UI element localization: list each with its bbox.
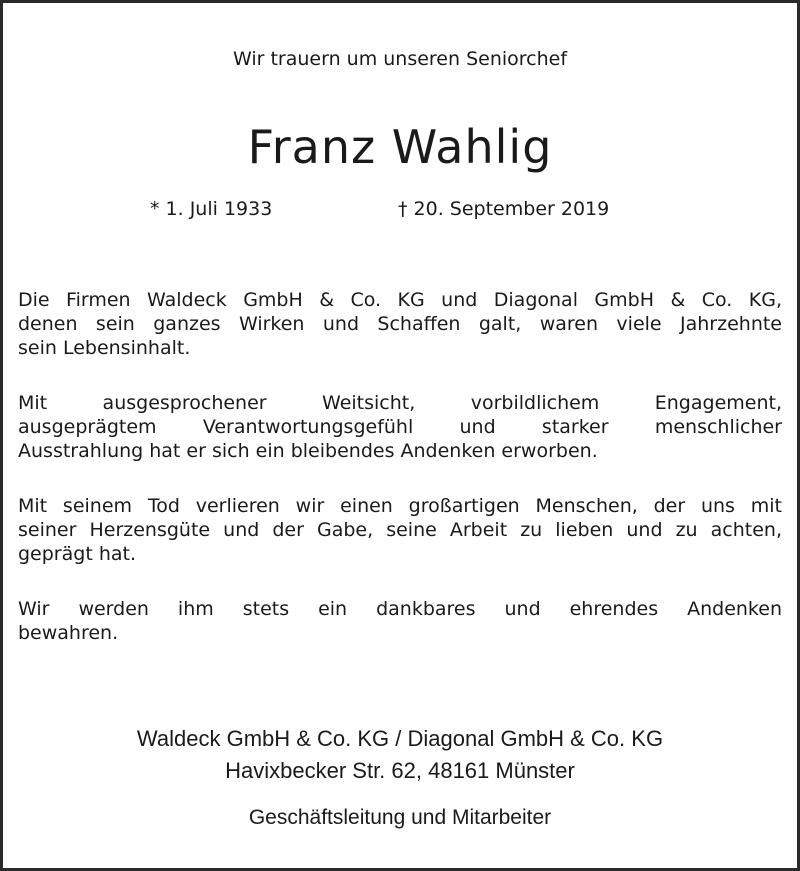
paragraph-3 — [18, 494, 782, 566]
text-line: ausgeprägtem Verantwortungsgefühl und starker menschlicher — [18, 416, 782, 438]
footer-address: Havixbecker Str. 62, 48161 Münster — [225, 758, 575, 783]
text-line: denen sein ganzes Wirken und Schaffen galt, waren viele Jahrzehnte — [18, 313, 782, 335]
footer-signature: Geschäftsleitung und Mitarbeiter — [248, 806, 552, 829]
text-line: sein Lebensinhalt. — [18, 337, 191, 359]
paragraph-4 — [18, 597, 782, 645]
text-line: Mit ausgesprochener Weitsicht, vorbildlichem Engagement, — [18, 392, 782, 414]
text-line: Die Firmen Waldeck GmbH & Co. KG und Diagonal GmbH & Co. KG, — [18, 289, 782, 311]
birth-date: * 1. Juli 1933 — [150, 198, 273, 220]
text-line: Wir werden ihm stets ein dankbares und ehrendes Andenken — [18, 598, 782, 620]
intro-line: Wir trauern um unseren Seniorchef — [232, 48, 568, 70]
text-line: geprägt hat. — [18, 543, 136, 565]
text-line: Ausstrahlung hat er sich ein bleibendes Andenken erworben. — [18, 440, 598, 462]
text-line: Mit seinem Tod verlieren wir einen großartigen Menschen, der uns mit — [18, 495, 782, 517]
deceased-name: Franz Wahlig — [247, 120, 553, 174]
paragraph-1 — [18, 288, 782, 360]
text-line: seiner Herzensgüte und der Gabe, seine Arbeit zu lieben und zu achten, — [18, 519, 782, 541]
footer-companies: Waldeck GmbH & Co. KG / Diagonal GmbH & Co. KG — [136, 726, 664, 751]
text-line: bewahren. — [18, 622, 119, 644]
death-date: † 20. September 2019 — [398, 198, 610, 220]
paragraph-2 — [18, 391, 782, 463]
